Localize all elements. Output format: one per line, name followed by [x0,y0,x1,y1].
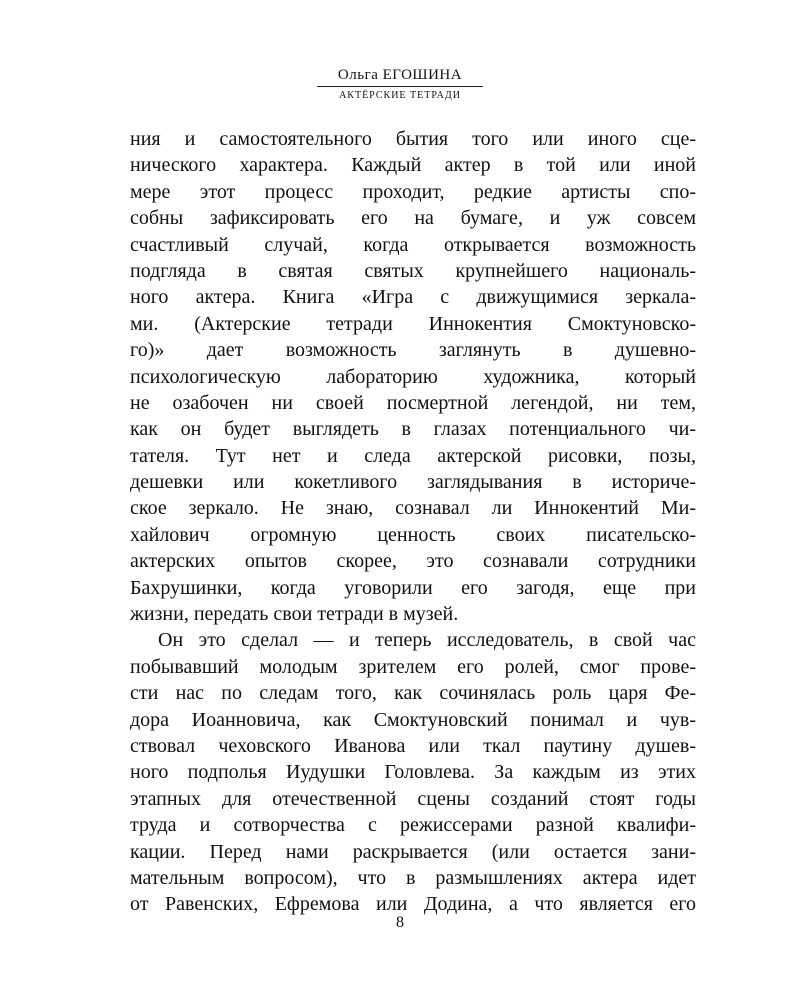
text-line: Бахрушинки, когда уговорили его загодя, еще при [130,576,696,599]
text-line: хайлович огромную ценность своих писательско- [130,523,696,546]
text-line: сти нас по следам того, как сочинялась роль царя Фе- [130,682,696,705]
paragraph-2 [130,627,696,917]
text-line: не озабочен ни своей посмертной легендой, ни тем, [130,391,696,414]
text-line: от Равенских, Ефремова или Додина, а что является его [130,893,696,916]
text-line: психологическую лабораторию художника, который [130,365,696,388]
running-head-rule [317,86,483,87]
text-line: дешевки или кокетливого заглядывания в историче- [130,471,696,494]
running-head-author: Ольга ЕГОШИНА [337,67,463,83]
text-line: побывавший молодым зрителем его ролей, смог прове- [130,655,696,678]
text-line: дора Иоанновича, как Смоктуновский понимал и чув- [130,708,696,731]
text-line: ми. (Актерские тетради Иннокентия Смоктуновско- [130,312,696,335]
text-line: нического характера. Каждый актер в той или иной [130,154,696,177]
text-line: тателя. Тут нет и следа актерской рисовки, позы, [130,444,696,467]
text-line: ния и самостоятельного бытия того или иного сце- [130,128,696,150]
text-line: ское зеркало. Не знаю, сознавал ли Иннокентий Ми- [130,497,696,520]
running-head [0,66,800,102]
paragraph-1 [130,126,696,627]
text-line: Он это сделал — и теперь исследователь, в свой час [158,629,696,652]
text-line: кации. Перед нами раскрывается (или остается зани- [130,840,696,863]
running-head-book-title: АКТЁРСКИЕ ТЕТРАДИ [339,90,461,101]
text-line: собны зафиксировать его на бумаге, и уж совсем [130,207,696,230]
text-line: ного актера. Книга «Игра с движущимися зеркала- [130,286,696,309]
page-number: 8 [396,914,404,931]
text-line: этапных для отечественной сцены созданий стоят годы [130,787,696,810]
text-line: подгляда в святая святых крупнейшего националь- [130,259,696,282]
body-text [130,126,696,918]
text-line: ного подполья Иудушки Головлева. За каждым из этих [130,761,696,784]
text-line: мере этот процесс проходит, редкие артисты спо- [130,180,696,203]
text-line: жизни, передать свои тетради в музей. [130,603,459,626]
text-line: как он будет выглядеть в глазах потенциального чи- [130,418,696,441]
text-line: го)» дает возможность заглянуть в душевно- [130,339,696,362]
text-line: мательным вопросом), что в размышлениях актера идет [130,866,696,889]
text-line: актерских опытов скорее, это сознавали сотрудники [130,550,696,573]
text-line: труда и сотворчества с режиссерами разной квалифи- [130,814,696,837]
text-line: счастливый случай, когда открывается возможность [130,233,696,256]
text-line: ствовал чеховского Иванова или ткал паутину душев- [130,734,696,757]
